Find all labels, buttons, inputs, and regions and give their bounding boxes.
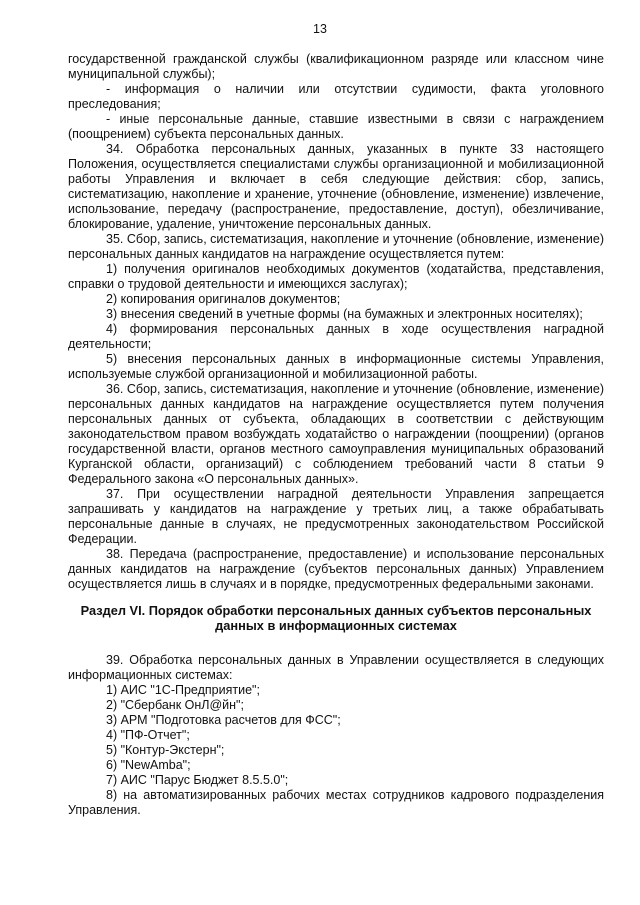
list-item: 8) на автоматизированных рабочих местах сотрудников кадрового подразделения Управления. (68, 788, 604, 817)
list-item: 1) АИС "1С-Предприятие"; (106, 683, 260, 697)
list-item: 7) АИС "Парус Бюджет 8.5.5.0"; (106, 773, 289, 787)
paragraph: 34. Обработка персональных данных, указанных в пункте 33 настоящего Положения, осуществляется специалистами службы организационной и мобилизационной работы Управления и включает в себя следующие действия: сбор, запись, систематизацию, накопление и хранение, уточнение (обновление, изменение) извлечение, использование, передачу (распространение, предоставление, доступ), обезличивание, блокирование, удаление, уничтожение персональных данных. (68, 142, 604, 231)
list-item: 5) внесения персональных данных в информационные системы Управления, используемые службой организационной и мобилизационной работы. (68, 352, 604, 381)
document-body (68, 52, 604, 818)
paragraph: государственной гражданской службы (квалификационном разряде или классном чине муниципальной службы); (68, 52, 604, 81)
list-item: 6) "NewAmba"; (106, 758, 191, 772)
paragraph: - иные персональные данные, ставшие известными в связи с награждением (поощрением) субъекта персональных данных. (68, 112, 604, 141)
section-heading: Раздел VI. Порядок обработки персональных данных субъектов персональных данных в информационных системах (80, 603, 592, 633)
list-item: 5) "Контур-Экстерн"; (106, 743, 225, 757)
list-item: 2) копирования оригиналов документов; (106, 292, 341, 306)
page-number: 13 (313, 22, 327, 36)
list-item: 3) АРМ "Подготовка расчетов для ФСС"; (106, 713, 341, 727)
list-item: 3) внесения сведений в учетные формы (на бумажных и электронных носителях); (106, 307, 583, 321)
paragraph: - информация о наличии или отсутствии судимости, факта уголовного преследования; (68, 82, 604, 111)
list-item: 2) "Сбербанк ОнЛ@йн"; (106, 698, 244, 712)
paragraph: 35. Сбор, запись, систематизация, накопление и уточнение (обновление, изменение) персональных данных кандидатов на награждение осуществляется путем: (68, 232, 604, 261)
paragraph: 39. Обработка персональных данных в Управлении осуществляется в следующих информационных системах: (68, 653, 604, 682)
paragraph: 38. Передача (распространение, предоставление) и использование персональных данных кандидатов на награждение (субъектов персональных данных) Управлением осуществляется лишь в случаях и в порядке, предусмотренных федеральными законами. (68, 547, 604, 591)
list-item: 4) формирования персональных данных в ходе осуществления наградной деятельности; (68, 322, 604, 351)
paragraph: 37. При осуществлении наградной деятельности Управления запрещается запрашивать у кандидатов на награждение у третьих лиц, а также обрабатывать персональные данные в случаях, не предусмотренных законодательством Российской Федерации. (68, 487, 604, 546)
list-item: 4) "ПФ-Отчет"; (106, 728, 190, 742)
paragraph: 36. Сбор, запись, систематизация, накопление и уточнение (обновление, изменение) персональных данных кандидатов на награждение осуществляется путем получения персональных данных от субъекта, обладающих в соответствии с действующим законодательством правом возбуждать ходатайство о награждении (поощрении) (органов государственной власти, органов местного самоуправления муниципальных образований Курганской области, организаций) с соблюдением требований части 8 статьи 9 Федерального закона «О персональных данных». (68, 382, 604, 486)
list-item: 1) получения оригиналов необходимых документов (ходатайства, представления, справки о трудовой деятельности и имеющихся заслугах); (68, 262, 604, 291)
